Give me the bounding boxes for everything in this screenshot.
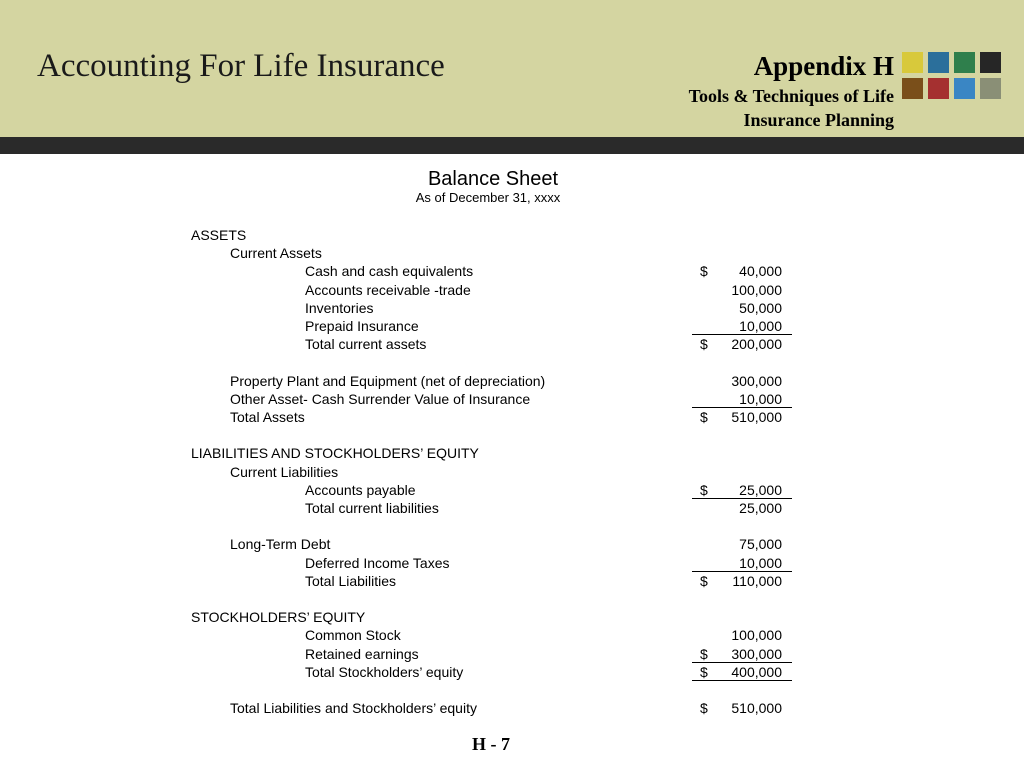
row-label: Total Stockholders’ equity [305, 663, 464, 680]
dollar-sign: $ [700, 263, 708, 280]
row-label: Prepaid Insurance [305, 318, 419, 334]
row-label: Current Assets [230, 245, 322, 262]
table-row [0, 426, 1024, 444]
row-label: Deferred Income Taxes [305, 554, 450, 571]
color-square [954, 52, 975, 73]
row-label: Common Stock [305, 627, 401, 644]
table-row [0, 408, 1024, 426]
table-row [0, 554, 1024, 572]
table-row [0, 281, 1024, 299]
row-label: Property Plant and Equipment (net of depreciation) [230, 372, 546, 389]
table-row [0, 353, 1024, 371]
row-amount: 75,000 [739, 536, 782, 553]
appendix-label: Appendix H [753, 51, 894, 81]
table-row [0, 626, 1024, 644]
row-amount: 25,000 [739, 500, 782, 516]
balance-sheet-title: Balance Sheet [427, 168, 559, 190]
row-amount: 10,000 [739, 390, 782, 407]
row-amount: 100,000 [731, 627, 782, 644]
row-label: Total current liabilities [305, 500, 439, 516]
row-amount: 50,000 [739, 299, 782, 316]
row-label: Accounts receivable -trade [305, 281, 471, 298]
color-square [928, 78, 949, 99]
dollar-sign: $ [700, 663, 708, 680]
color-square [954, 78, 975, 99]
row-label: Inventories [305, 299, 374, 316]
table-row [0, 572, 1024, 590]
dollar-sign: $ [700, 481, 708, 498]
slide-title: Accounting For Life Insurance [37, 48, 445, 84]
dollar-sign: $ [700, 409, 708, 425]
dollar-sign: $ [700, 572, 708, 589]
table-row [0, 499, 1024, 517]
row-amount: 10,000 [739, 318, 782, 334]
table-row [0, 608, 1024, 626]
dollar-sign: $ [700, 645, 708, 662]
row-amount: 110,000 [732, 572, 782, 589]
table-row [0, 226, 1024, 244]
page-number: H - 7 [472, 734, 510, 754]
table-row [0, 645, 1024, 663]
table-row [0, 535, 1024, 553]
color-square [902, 78, 923, 99]
row-amount: 100,000 [731, 281, 782, 298]
table-row [0, 390, 1024, 408]
color-square [980, 78, 1001, 99]
row-amount: 200,000 [731, 336, 782, 353]
row-amount: 300,000 [731, 645, 782, 662]
row-amount: 10,000 [739, 554, 782, 571]
dollar-sign: $ [700, 700, 708, 717]
table-row [0, 463, 1024, 481]
table-row [0, 517, 1024, 535]
table-row [0, 663, 1024, 681]
table-row [0, 590, 1024, 608]
row-label: Total Liabilities [305, 572, 397, 589]
row-label: Long-Term Debt [230, 536, 331, 553]
table-row [0, 299, 1024, 317]
row-label: Total Assets [230, 409, 305, 425]
row-label: STOCKHOLDERS’ EQUITY [191, 609, 366, 626]
table-row [0, 372, 1024, 390]
row-amount: 510,000 [731, 409, 782, 425]
subtitle-line-1: Tools & Techniques of Life [688, 86, 894, 106]
row-label: Retained earnings [305, 645, 419, 662]
book-subtitle [689, 84, 894, 132]
header-divider-bar [0, 137, 1024, 154]
dollar-sign: $ [700, 336, 708, 353]
row-amount: 40,000 [739, 263, 782, 280]
table-row [0, 699, 1024, 717]
balance-sheet-date: As of December 31, xxxx [415, 190, 561, 205]
row-label: Cash and cash equivalents [305, 263, 474, 280]
row-label: Other Asset- Cash Surrender Value of Insurance [230, 390, 531, 407]
table-row [0, 262, 1024, 280]
color-square [902, 52, 923, 73]
table-row [0, 444, 1024, 462]
table-row [0, 481, 1024, 499]
row-label: ASSETS [191, 227, 247, 243]
row-label: Accounts payable [305, 481, 416, 498]
table-row [0, 335, 1024, 353]
table-row [0, 317, 1024, 335]
table-row [0, 244, 1024, 262]
color-square [980, 52, 1001, 73]
subtitle-line-2: Insurance Planning [743, 110, 894, 130]
row-label: Total current assets [305, 336, 427, 353]
row-label: Current Liabilities [230, 463, 339, 480]
row-amount: 25,000 [739, 481, 782, 498]
row-amount: 400,000 [731, 663, 782, 680]
color-square [928, 52, 949, 73]
row-label: Total Liabilities and Stockholders’ equity [230, 700, 477, 717]
row-amount: 300,000 [731, 372, 782, 389]
slide-header [0, 0, 1024, 137]
table-row [0, 681, 1024, 699]
row-amount: 510,000 [731, 700, 782, 717]
row-label: LIABILITIES AND STOCKHOLDERS’ EQUITY [191, 445, 479, 462]
